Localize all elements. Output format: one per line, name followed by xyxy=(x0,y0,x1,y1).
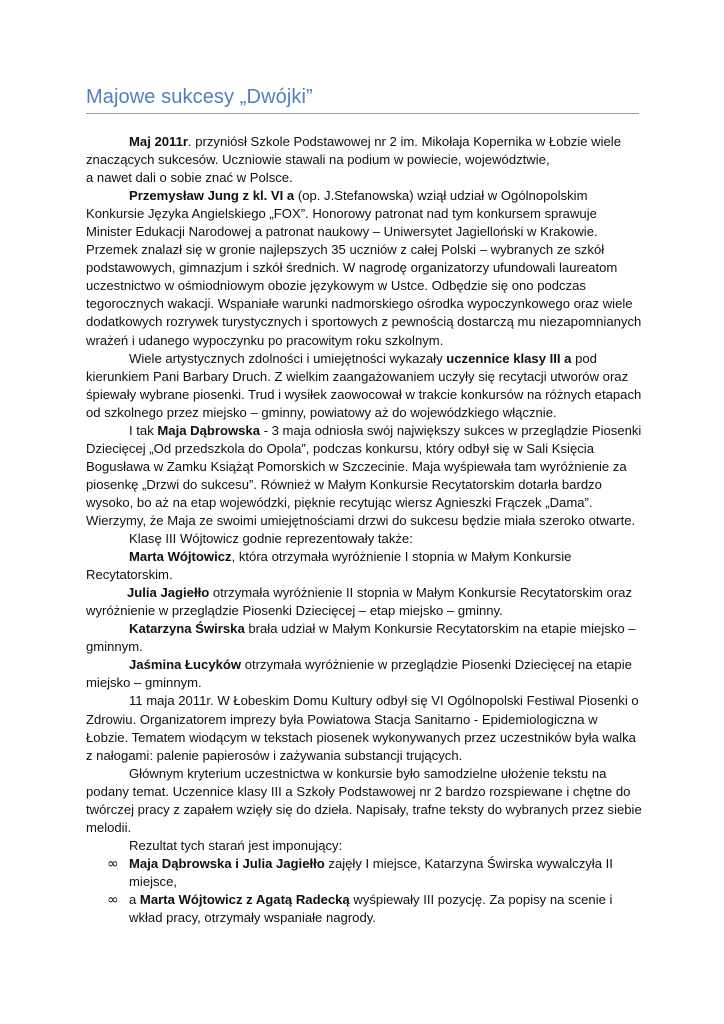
paragraph-marta xyxy=(86,548,642,584)
paragraph-dabrowska xyxy=(86,422,642,530)
paragraph-text: 11 maja 2011r. W Łobeskim Domu Kultury odbył się VI Ogólnopolski Festiwal Piosenki o Zdrowiu. Organizatorem imprezy była Powiatowa Stacja Sanitarno - Epidemiologiczna w Łobzie. Tematem wiodącym w tekstach piosenek wykonywanych przez uczestników była walka z nałogami: palenie papierosów i zażywania substancji trujących. xyxy=(86,693,639,763)
paragraph-text: Głównym kryterium uczestnictwa w konkursie było samodzielne ułożenie tekstu na podany temat. Uczennice klasy III a Szkoły Podstawowej nr 2 bardzo rozspiewane i chętne do twórczej pracy z zapałem wzięły się do dzieła. Napisały, trafne teksty do wybranych przez siebie melodii. xyxy=(86,765,642,835)
bold-phrase: Maj 2011r xyxy=(129,134,188,149)
paragraph-festival xyxy=(86,692,642,764)
bold-phrase: Maja Dąbrowska xyxy=(157,422,260,438)
paragraph-class-wojtowicz xyxy=(86,530,642,548)
list-item-text: a xyxy=(129,891,140,907)
bold-phrase: Marta Wójtowicz z Agatą Radecką xyxy=(139,891,350,907)
paragraph-text: I tak xyxy=(129,422,158,438)
paragraph-text: , która otrzymała wyróżnienie I stopnia w Małym Konkursie Recytatorskim. xyxy=(86,549,572,583)
paragraph-text: . przyniósł Szkole Podstawowej nr 2 im. Mikołaja Kopernika w Łobzie wiele znaczących sukcesów. Uczniowie stawali na podium w powiecie, województwie, xyxy=(86,134,621,168)
paragraph-text: otrzymała wyróżnienie II stopnia w Małym Konkursie Recytatorskim oraz wyróżnienie w przeglądzie Piosenki Dziecięcej – etap miejsko – gminny. xyxy=(86,585,633,619)
paragraph-text: (op. J.Stefanowska) wziął udział w Ogólnopolskim Konkursie Języka Angielskiego „FOX”. Honorowy patronat nad tym konkursem sprawuje Minister Edukacji Narodowej a patronat naukowy – Uniwersytet Jagielloński w Krakowie. Przemek znalazł się w gronie najlepszych 35 uczniów z całej Polski – wybranych ze szkół podstawowych, gimnazjum i szkół średnich. W nagrodę organizatorzy ufundowali laureatom uczestnictwo w ośmiodniowym obozie językowym w Ustce. Odbędzie się ono podczas tegorocznych wakacji. Wspaniałe warunki nadmorskiego ośrodka wypoczynkowego oraz wiele dodatkowych rozrywek turystycznych i sportowych z pewnością dostarczą mu niezapomnianych wrażeń i udanego wypoczynku po pracowitym roku szkolnym. xyxy=(86,188,642,348)
paragraph-class-iiia xyxy=(86,350,642,422)
list-item-text: zajęły I miejsce, Katarzyna Świrska wywalczyła II miejsce, xyxy=(129,855,613,889)
results-list xyxy=(86,855,642,927)
paragraph-julia xyxy=(86,584,642,620)
bold-phrase: Przemysław Jung z kl. VI a xyxy=(129,188,295,204)
list-item xyxy=(86,891,642,927)
article-body xyxy=(86,133,642,927)
paragraph-text: Wiele artystycznych zdolności i umiejętności wykazały xyxy=(129,350,447,366)
paragraph-text: - 3 maja odniosła swój największy sukces w przeglądzie Piosenki Dziecięcej „Od przedszkola do Opola”, podczas konkursu, który odbył się w Sali Księcia Bogusława w Zamku Książąt Pomorskich w Szczecinie. Maja wyśpiewała tam wyróżnienie za piosenkę „Drzwi do sukcesu”. Również w Małym Konkursie Recytatorskim dotarła bardzo wysoko, bo aż na etap wojewódzki, pięknie recytując wiersz Agnieszki Frączek „Dama”. Wierzymy, że Maja ze swoimi umiejętnościami drzwi do sukcesu będzie miała szeroko otwarte. xyxy=(86,422,642,528)
bold-phrase: Marta Wójtowicz xyxy=(129,549,232,565)
paragraph-criteria xyxy=(86,765,642,837)
infinity-bullet-icon: ∞ xyxy=(107,855,119,872)
bold-phrase: Jaśmina Łucyków xyxy=(129,657,242,673)
paragraph-katarzyna xyxy=(86,620,642,656)
bold-phrase: Julia Jagiełło xyxy=(127,585,210,601)
paragraph-jasmina xyxy=(86,656,642,692)
paragraph-text: brała udział w Małym Konkursie Recytatorskim na etapie miejsko – gminnym. xyxy=(86,621,636,655)
paragraph-text: pod kierunkiem Pani Barbary Druch. Z wielkim zaangażowaniem uczyły się recytacji utworów oraz śpiewały wybrane piosenki. Trud i wysiłek zaowocował w trakcie konkursów na różnych etapach od szkolnego przez miejsko – gminny, powiatowy aż do wojewódzkiego włącznie. xyxy=(86,350,642,420)
article-title: Majowe sukcesy „Dwójki” xyxy=(86,86,313,108)
bold-phrase: Katarzyna Świrska xyxy=(129,621,245,637)
list-item xyxy=(86,855,642,891)
infinity-bullet-icon: ∞ xyxy=(107,891,119,908)
paragraph-text: otrzymała wyróżnienie w przeglądzie Piosenki Dziecięcej na etapie miejsko – gminnym. xyxy=(86,657,632,691)
paragraph-jung xyxy=(86,187,642,349)
paragraph-text: Rezultat tych starań jest imponujący: xyxy=(129,837,343,853)
bold-phrase: uczennice klasy III a xyxy=(446,350,572,366)
bold-phrase: Maja Dąbrowska i Julia Jagiełło xyxy=(129,855,325,871)
paragraph-intro xyxy=(86,133,642,187)
list-item-text: wyśpiewały III pozycję. Za popisy na scenie i wkład pracy, otrzymały wspaniałe nagrody. xyxy=(129,891,613,926)
title-underline xyxy=(86,113,639,114)
paragraph-text: a nawet dali o sobie znać w Polsce. xyxy=(86,170,293,186)
paragraph-text: Klasę III Wójtowicz godnie reprezentowały także: xyxy=(129,531,413,547)
paragraph-results xyxy=(86,837,642,855)
